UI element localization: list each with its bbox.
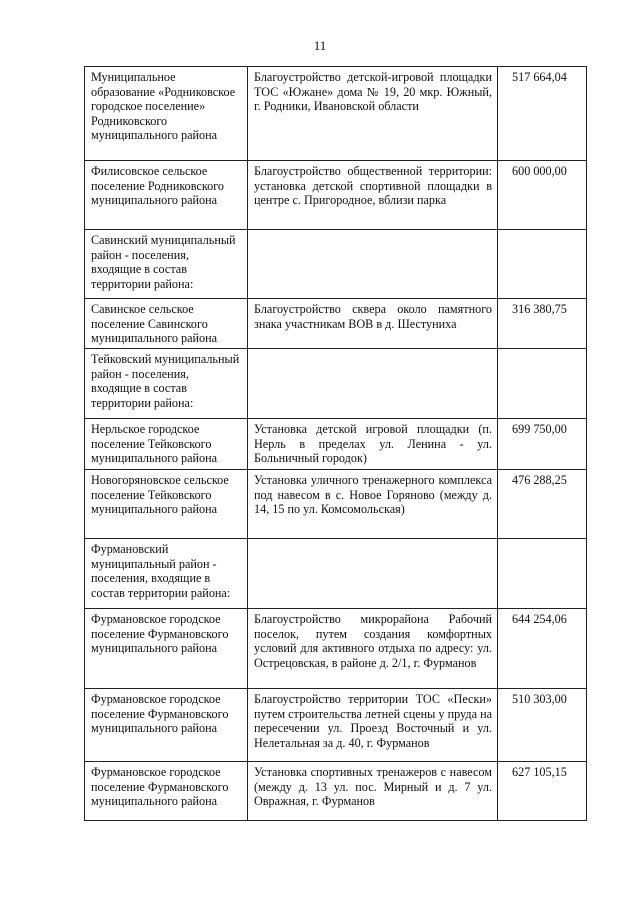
municipality-cell: Савинский муниципальный район - поселения, входящие в состав территории района: <box>85 230 248 299</box>
table-row <box>85 762 587 821</box>
work-description-cell: Благоустройство общественной территории: установка детской спортивной площадки в центре с. Пригородное, вблизи парка <box>248 161 498 230</box>
amount-cell <box>498 539 587 609</box>
municipality-cell: Савинское сельское поселение Савинского муниципального района <box>85 299 248 349</box>
amount-cell: 600 000,00 <box>498 161 587 230</box>
amount-cell: 517 664,04 <box>498 67 587 161</box>
projects-table <box>84 66 587 821</box>
work-description-cell: Установка уличного тренажерного комплекса под навесом в с. Новое Горяново (между д. 14, 15 по ул. Комсомольская) <box>248 470 498 539</box>
municipality-cell: Фурмановское городское поселение Фурмановского муниципального района <box>85 762 248 821</box>
table-row <box>85 230 587 299</box>
municipality-cell: Тейковский муниципальный район - поселения, входящие в состав территории района: <box>85 349 248 419</box>
amount-cell <box>498 230 587 299</box>
table-row <box>85 609 587 689</box>
work-description-cell: Благоустройство сквера около памятного знака участникам ВОВ в д. Шестуниха <box>248 299 498 349</box>
municipality-cell: Фурмановское городское поселение Фурмановского муниципального района <box>85 609 248 689</box>
amount-cell: 644 254,06 <box>498 609 587 689</box>
table-row <box>85 299 587 349</box>
amount-cell: 510 303,00 <box>498 689 587 762</box>
table-row <box>85 161 587 230</box>
municipality-cell: Фурмановский муниципальный район - поселения, входящие в состав территории района: <box>85 539 248 609</box>
municipality-cell: Фурмановское городское поселение Фурмановского муниципального района <box>85 689 248 762</box>
table-row <box>85 67 587 161</box>
table-row <box>85 689 587 762</box>
work-description-cell <box>248 539 498 609</box>
amount-cell <box>498 349 587 419</box>
municipality-cell: Муниципальное образование «Родниковское городское поселение» Родниковского муниципального района <box>85 67 248 161</box>
municipality-cell: Нерльское городское поселение Тейковского муниципального района <box>85 419 248 470</box>
table-row <box>85 539 587 609</box>
work-description-cell: Установка детской игровой площадки (п. Нерль в пределах ул. Ленина - ул. Больничный городок) <box>248 419 498 470</box>
work-description-cell: Благоустройство детской-игровой площадки ТОС «Южане» дома № 19, 20 мкр. Южный, г. Родники, Ивановской области <box>248 67 498 161</box>
work-description-cell <box>248 230 498 299</box>
page-number: 11 <box>313 38 327 53</box>
amount-cell: 476 288,25 <box>498 470 587 539</box>
work-description-cell: Благоустройство территории ТОС «Пески» путем строительства летней сцены у пруда на пересечении ул. Проезд Восточный и ул. Нелетальная за д. 40, г. Фурманов <box>248 689 498 762</box>
municipality-cell: Филисовское сельское поселение Родниковского муниципального района <box>85 161 248 230</box>
work-description-cell: Установка спортивных тренажеров с навесом (между д. 13 ул. пос. Мирный и д. 7 ул. Овражная, г. Фурманов <box>248 762 498 821</box>
municipality-cell: Новогоряновское сельское поселение Тейковского муниципального района <box>85 470 248 539</box>
work-description-cell: Благоустройство микрорайона Рабочий поселок, путем создания комфортных условий для активного отдыха по адресу: ул. Острецовская, в районе д. 2/1, г. Фурманов <box>248 609 498 689</box>
table-row <box>85 419 587 470</box>
work-description-cell <box>248 349 498 419</box>
table-row <box>85 349 587 419</box>
table-row <box>85 470 587 539</box>
projects-table-body <box>85 67 587 821</box>
amount-cell: 627 105,15 <box>498 762 587 821</box>
amount-cell: 316 380,75 <box>498 299 587 349</box>
amount-cell: 699 750,00 <box>498 419 587 470</box>
